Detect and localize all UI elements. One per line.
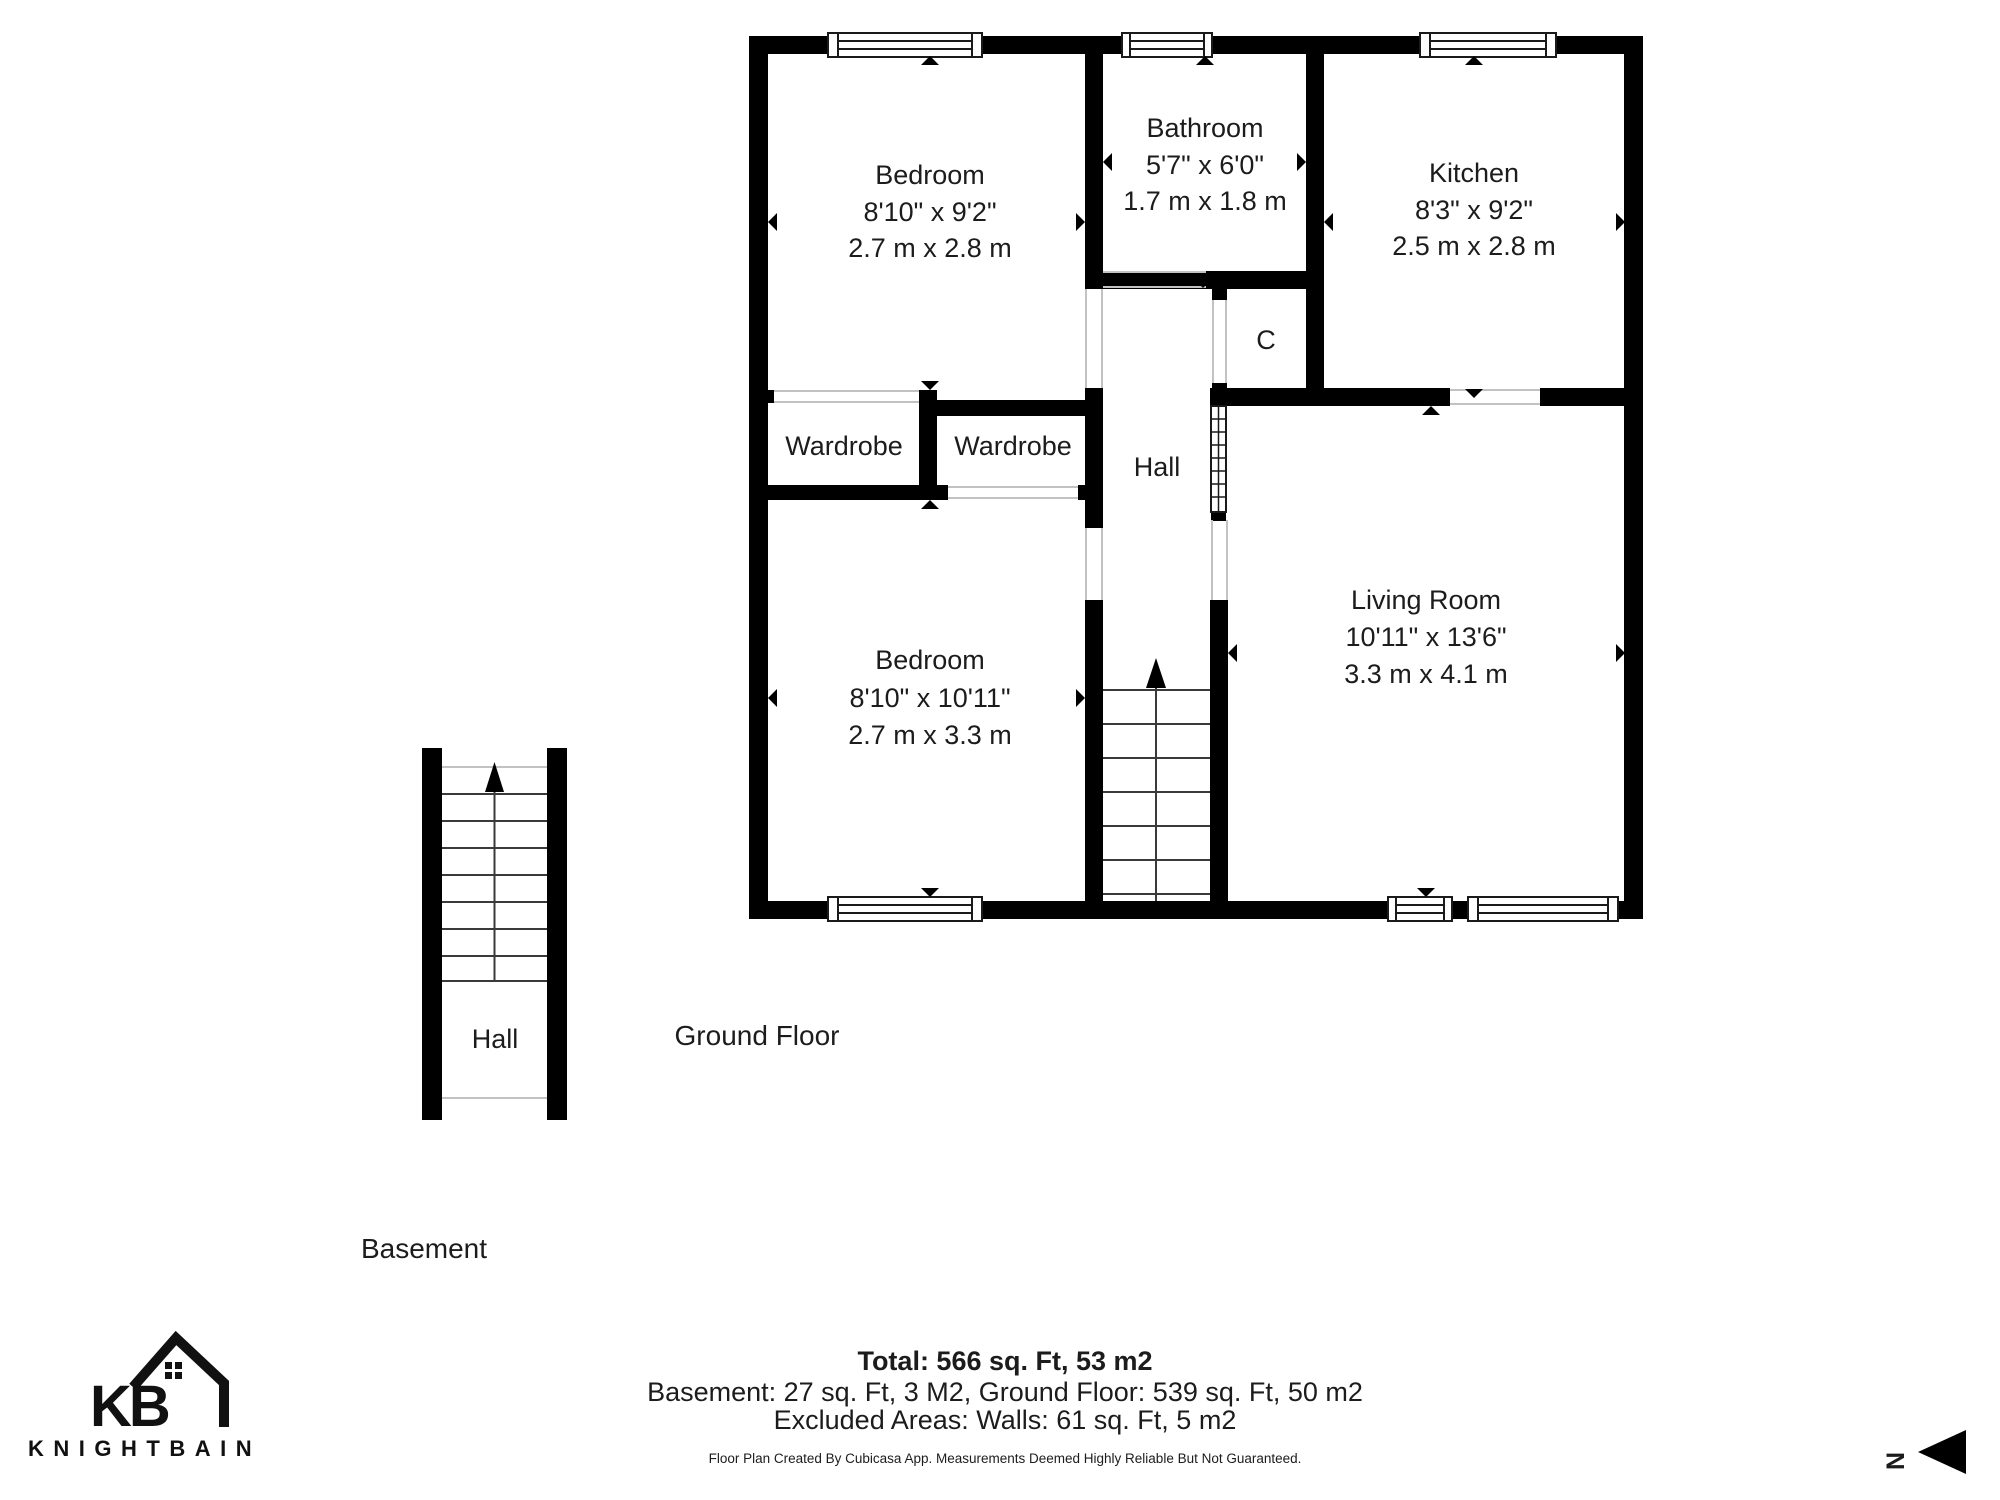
room-label-closet: C xyxy=(1256,325,1276,355)
north-arrow-icon xyxy=(1882,1430,1966,1474)
wall-bath-kitchen xyxy=(1306,36,1324,406)
wall-wardrobe-stub xyxy=(768,390,774,403)
basement-wall-right xyxy=(547,748,567,1120)
room-label-bedroom-bottom: Bedroom xyxy=(875,645,985,675)
room-label-hall: Hall xyxy=(1133,452,1181,482)
marker-down-kitchen xyxy=(1465,389,1483,398)
stairs-up-ground-icon xyxy=(1103,658,1210,901)
marker-up-living xyxy=(1422,406,1440,415)
marker-down-bedroom-top xyxy=(921,381,939,390)
basement-plan xyxy=(422,748,567,1120)
wall-stairs-left xyxy=(1085,600,1103,919)
wall-living-top-right xyxy=(1540,388,1624,406)
room-dim-imperial-bathroom: 5'7" x 6'0" xyxy=(1145,150,1265,180)
stairs-up-basement-icon xyxy=(442,762,547,981)
wall-living-top-left xyxy=(1210,388,1450,406)
marker-right-bathroom xyxy=(1297,153,1306,171)
wall-closet-left-a xyxy=(1212,289,1227,300)
wall-right xyxy=(1624,36,1643,919)
wall-wardrobe-divider xyxy=(919,390,937,500)
window-kitchen xyxy=(1420,33,1556,57)
window-bedroom-top xyxy=(828,33,982,57)
marker-left-kitchen xyxy=(1324,213,1333,231)
wall-radiator-stub xyxy=(1211,512,1226,521)
room-dim-metric-bedroom-top: 2.7 m x 2.8 m xyxy=(848,233,1012,263)
door-opening-bedroom-bottom xyxy=(1086,528,1102,600)
marker-right-kitchen xyxy=(1616,213,1625,231)
room-label-wardrobe-right: Wardrobe xyxy=(954,431,1072,461)
logo-wordmark: KNIGHTBAIN xyxy=(28,1436,262,1461)
marker-down-bedroom-bottom xyxy=(921,888,939,897)
basement-wall-left xyxy=(422,748,442,1120)
wall-left xyxy=(749,36,768,919)
marker-right-bedroom-bottom xyxy=(1076,689,1085,707)
window-bathroom xyxy=(1122,33,1212,57)
room-dim-metric-living: 3.3 m x 4.1 m xyxy=(1344,659,1508,689)
ground-floor-plan xyxy=(749,33,1643,921)
door-opening-bedroom-top xyxy=(1086,289,1102,388)
north-label: N xyxy=(1882,1451,1910,1471)
disclaimer-text: Floor Plan Created By Cubicasa App. Measurements Deemed Highly Reliable But Not Guaranteed. xyxy=(708,1451,1302,1466)
window-living-small xyxy=(1388,897,1452,921)
marker-left-bedroom-bottom xyxy=(768,689,777,707)
room-labels xyxy=(785,113,1556,750)
marker-right-bedroom-top xyxy=(1076,213,1085,231)
window-living-large xyxy=(1468,897,1618,921)
wall-stairs-right xyxy=(1210,600,1228,919)
room-label-living: Living Room xyxy=(1350,585,1502,615)
room-dim-imperial-bedroom-top: 8'10" x 9'2" xyxy=(863,197,997,227)
room-label-kitchen: Kitchen xyxy=(1428,158,1520,188)
wall-bed1-bath xyxy=(1085,36,1103,289)
window-bedroom-bottom xyxy=(828,897,982,921)
floor-title-basement: Basement xyxy=(360,1233,488,1264)
room-dim-imperial-kitchen: 8'3" x 9'2" xyxy=(1414,195,1534,225)
room-label-bathroom: Bathroom xyxy=(1146,113,1264,143)
excluded-areas-text: Excluded Areas: Walls: 61 sq. Ft, 5 m2 xyxy=(773,1405,1237,1435)
wall-wardrobe-bottom xyxy=(749,485,948,500)
marker-down-living xyxy=(1417,888,1435,897)
marker-left-bathroom xyxy=(1103,153,1112,171)
door-opening-closet xyxy=(1213,300,1226,383)
room-label-bedroom-top: Bedroom xyxy=(875,160,985,190)
floor-title-ground: Ground Floor xyxy=(674,1020,840,1051)
marker-left-living xyxy=(1228,644,1237,662)
door-opening-kitchen xyxy=(1450,390,1540,404)
room-dim-imperial-living: 10'11" x 13'6" xyxy=(1345,622,1507,652)
wall-hall-left-upper xyxy=(1085,388,1103,528)
area-summary xyxy=(647,1346,1363,1466)
stairs-up-arrow xyxy=(1146,658,1166,688)
marker-left-bedroom-top xyxy=(768,213,777,231)
marker-up-bedroom-bottom xyxy=(921,500,939,509)
logo-monogram: KB xyxy=(90,1374,168,1439)
north-triangle xyxy=(1918,1430,1966,1474)
wall-wardrobe2-top xyxy=(937,400,1103,416)
room-label-basement-hall: Hall xyxy=(471,1024,519,1054)
door-opening-living xyxy=(1212,520,1227,600)
room-dim-imperial-bedroom-bottom: 8'10" x 10'11" xyxy=(849,683,1011,713)
total-area-text: Total: 566 sq. Ft, 53 m2 xyxy=(857,1346,1153,1376)
door-opening-wardrobe-right xyxy=(948,487,1078,498)
room-dim-metric-bedroom-bottom: 2.7 m x 3.3 m xyxy=(848,720,1012,750)
room-label-wardrobe-left: Wardrobe xyxy=(785,431,903,461)
floor-breakdown-text: Basement: 27 sq. Ft, 3 M2, Ground Floor: 539 sq. Ft, 50 m2 xyxy=(647,1377,1363,1407)
radiator-icon xyxy=(1211,406,1226,512)
knightbain-logo xyxy=(28,1338,261,1461)
room-dim-metric-bathroom: 1.7 m x 1.8 m xyxy=(1123,186,1287,216)
door-opening-wardrobe-left xyxy=(774,391,919,402)
room-dim-metric-kitchen: 2.5 m x 2.8 m xyxy=(1392,231,1556,261)
marker-right-living xyxy=(1616,644,1625,662)
